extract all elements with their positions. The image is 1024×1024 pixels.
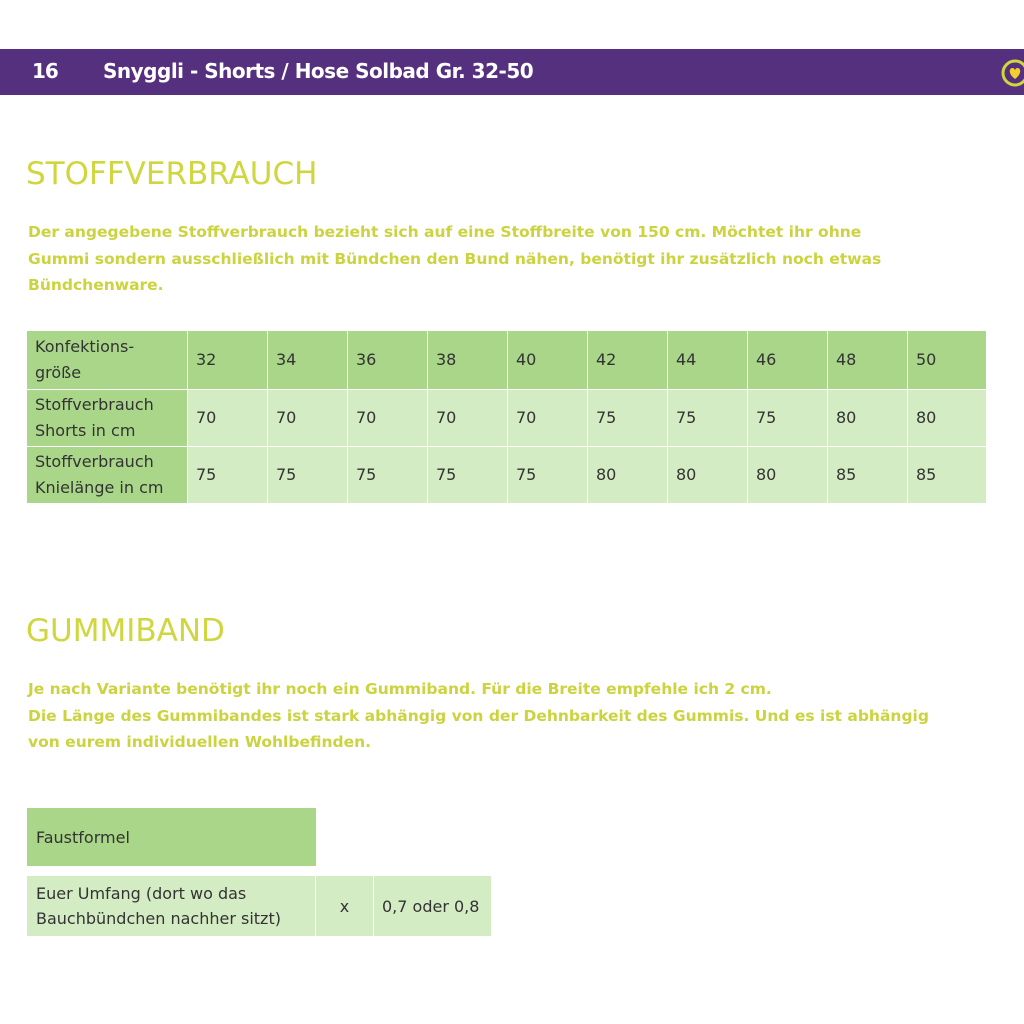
label-line: Knielänge in cm — [35, 478, 164, 497]
paragraph-line: Der angegebene Stoffverbrauch bezieht sich auf eine Stoffbreite von 150 cm. Möchtet ihr ohne — [28, 223, 862, 241]
value-cell: 70 — [268, 390, 348, 447]
value-cell: 80 — [588, 447, 668, 504]
label-line: Stoffverbrauch — [35, 452, 154, 471]
paragraph-line: Je nach Variante benötigt ihr noch ein Gummiband. Für die Breite empfehle ich 2 cm. — [28, 680, 772, 698]
label-line: Shorts in cm — [35, 421, 136, 440]
value-cell: 70 — [508, 390, 588, 447]
formula-title: Faustformel — [27, 808, 317, 867]
formula-title-table — [26, 807, 317, 867]
paragraph-line: Bündchenware. — [28, 276, 164, 294]
value-cell: 70 — [348, 390, 428, 447]
size-cell: 42 — [588, 331, 668, 390]
size-cell: 34 — [268, 331, 348, 390]
value-cell: 75 — [748, 390, 828, 447]
value-cell: 80 — [668, 447, 748, 504]
page-number: 16 — [32, 59, 58, 83]
header-title: Snyggli - Shorts / Hose Solbad Gr. 32-50 — [103, 59, 534, 83]
value-cell: 70 — [428, 390, 508, 447]
fabric-usage-table — [26, 330, 987, 504]
paragraph-line: von eurem individuellen Wohlbefinden. — [28, 733, 372, 751]
size-cell: 44 — [668, 331, 748, 390]
label-line: Bauchbündchen nachher sitzt) — [36, 909, 281, 928]
label-line: größe — [35, 363, 82, 382]
formula-table — [26, 875, 492, 937]
size-cell: 36 — [348, 331, 428, 390]
value-cell: 75 — [428, 447, 508, 504]
paragraph-line: Gummi sondern ausschließlich mit Bündchen den Bund nähen, benötigt ihr zusätzlich noch etwas — [28, 249, 882, 268]
table-row-sizes — [27, 331, 987, 390]
value-cell: 85 — [828, 447, 908, 504]
value-cell: 80 — [828, 390, 908, 447]
value-cell: 75 — [668, 390, 748, 447]
size-cell: 50 — [908, 331, 987, 390]
value-cell: 75 — [188, 447, 268, 504]
formula-value: 0,7 oder 0,8 — [374, 876, 492, 937]
section-heading-stoffverbrauch: STOFFVERBRAUCH — [26, 156, 318, 192]
label-line: Euer Umfang (dort wo das — [36, 884, 247, 903]
row-label-cell — [27, 390, 188, 447]
page-header — [0, 49, 1024, 95]
size-cell: 46 — [748, 331, 828, 390]
stoffverbrauch-paragraph — [28, 219, 988, 299]
heart-logo-icon — [1000, 58, 1024, 88]
value-cell: 75 — [508, 447, 588, 504]
paragraph-line: Die Länge des Gummibandes ist stark abhängig von der Dehnbarkeit des Gummis. Und es ist abhängig — [28, 706, 929, 725]
value-cell: 75 — [348, 447, 428, 504]
value-cell: 80 — [908, 390, 987, 447]
row-label-cell — [27, 447, 188, 504]
formula-operator: x — [316, 876, 374, 937]
section-heading-gummiband: GUMMIBAND — [26, 613, 225, 649]
value-cell: 75 — [588, 390, 668, 447]
size-cell: 48 — [828, 331, 908, 390]
size-cell: 32 — [188, 331, 268, 390]
label-line: Konfektions- — [35, 337, 135, 356]
size-cell: 40 — [508, 331, 588, 390]
value-cell: 75 — [268, 447, 348, 504]
table-row — [27, 808, 317, 867]
gummiband-paragraph — [28, 676, 1008, 756]
formula-label-cell — [27, 876, 316, 937]
size-cell: 38 — [428, 331, 508, 390]
table-row-shorts — [27, 390, 987, 447]
table-row — [27, 876, 492, 937]
value-cell: 85 — [908, 447, 987, 504]
value-cell: 70 — [188, 390, 268, 447]
value-cell: 80 — [748, 447, 828, 504]
table-row-knielaenge — [27, 447, 987, 504]
label-line: Stoffverbrauch — [35, 395, 154, 414]
table-header-cell — [27, 331, 188, 390]
